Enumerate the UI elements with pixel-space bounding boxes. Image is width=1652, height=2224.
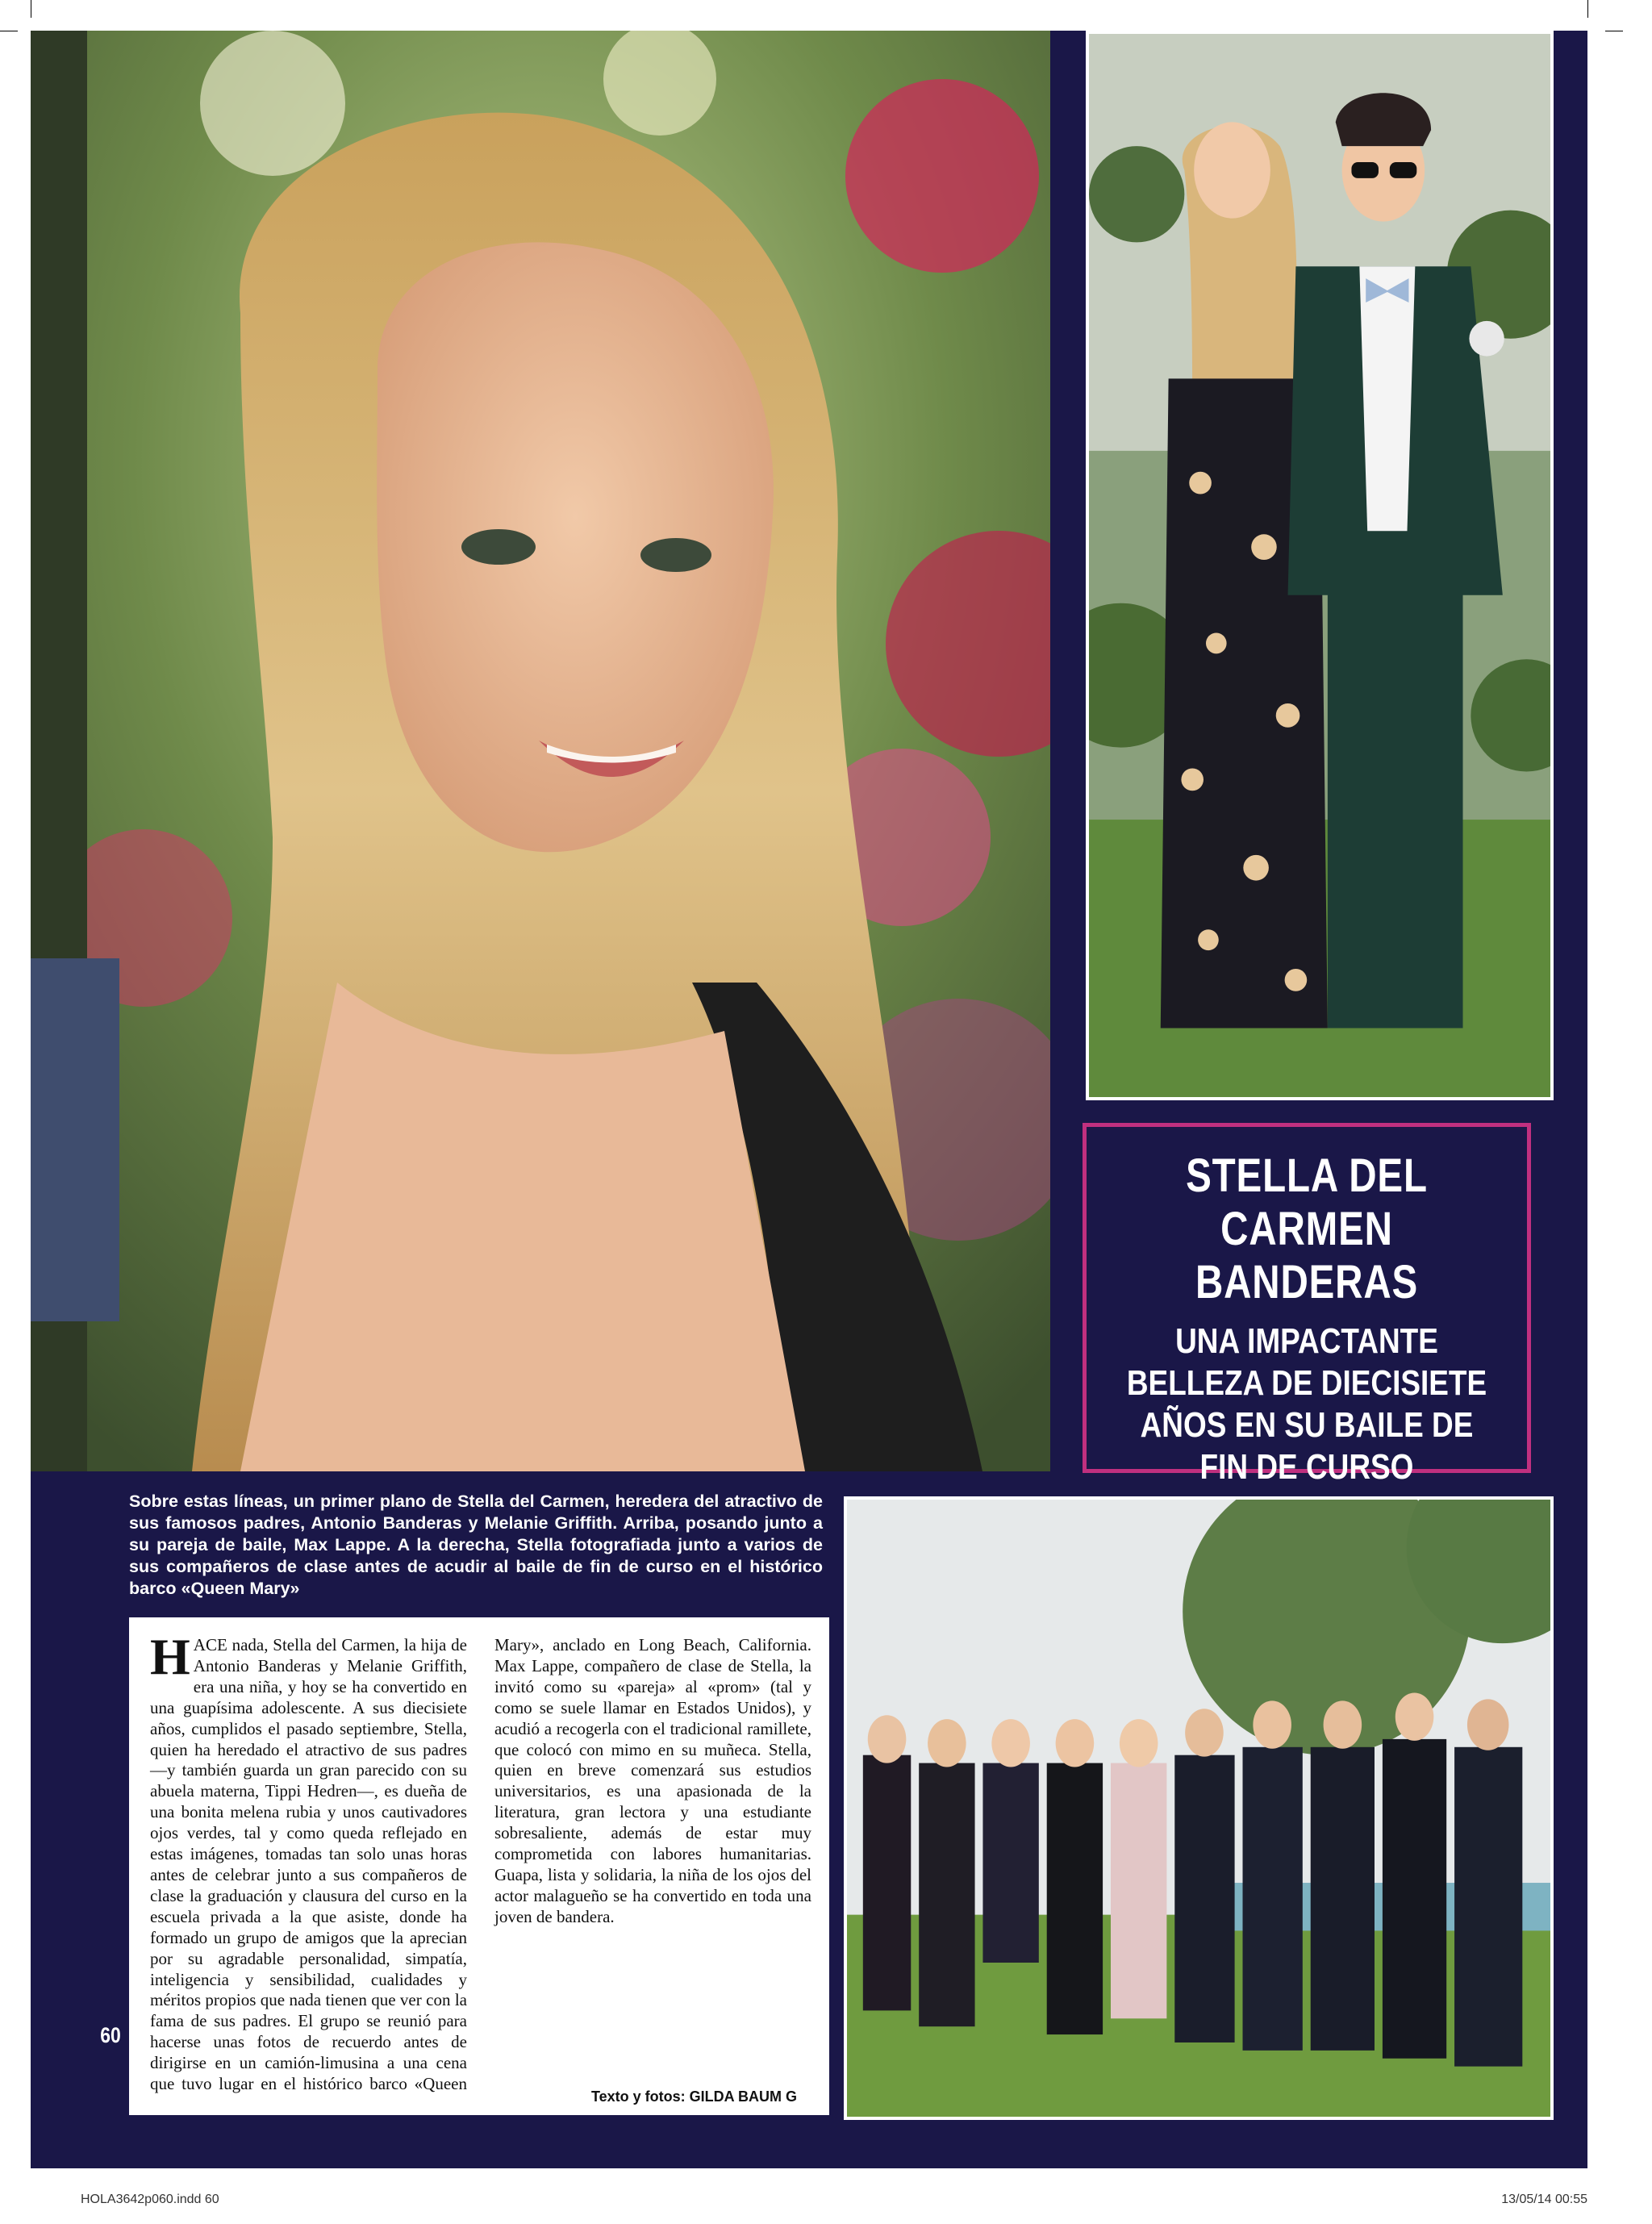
headline-name [1126,1150,1487,1309]
subtitle-line2: BELLEZA DE DIECISIETE [1126,1363,1487,1403]
photo-credit: Texto y fotos: GILDA BAUM G [591,2088,797,2105]
slug-date: 13/05/14 00:55 [1501,2193,1587,2206]
crop-mark [1587,0,1588,18]
headline-name-line1: STELLA DEL [1186,1150,1428,1202]
portrait-photo [31,31,1050,1471]
group-photo [844,1496,1554,2120]
subtitle-line4: FIN DE CURSO [1199,1447,1414,1487]
page-number: 60 [100,2023,121,2047]
couple-photo [1086,31,1554,1100]
headline-box [1083,1123,1531,1487]
dropcap: H [150,1628,190,1685]
subtitle-line1: UNA IMPACTANTE [1175,1321,1438,1361]
slug-filename: HOLA3642p060.indd 60 [81,2193,219,2206]
headline-name-line2: CARMEN BANDERAS [1195,1203,1419,1308]
article-columns [150,1628,811,2095]
article-body: ACE nada, Stella del Carmen, la hija de Antonio Banderas y Melanie Griffith, era una niña, y hoy se ha convertido en una guapísima adolescente. A sus diecisiete años, cumplidos el pasado septiembre, Stella, quien ha heredado el atractivo de sus padres —y también guarda un gran parecido con su abuela materna, Tippi Hedren—, es dueña de una bonita melena rubia y unos cautivadores ojos verdes, tal y como queda reflejado en estas imágenes, tomadas tan solo unas horas antes de celebrar junto a sus compañeros de clase la graduación y clausura del curso en la escuela privada a la que asiste, donde ha formado un grupo de amigos que la aprecian por su agradable personalidad, simpatía, inteligencia y sensibilidad, cualidades y méritos propios que nada tienen que ver con la fama de sus padres. El grupo se reunió para hacerse unas fotos de recuerdo antes de dirigirse en un camión-limusina a una cena que tuvo lugar en el histórico barco «Queen Mary», anclado en Long Beach, California. Max Lappe, compañero de clase de Stella, la invitó como su «pareja» al «prom» (tal y como se suele llamar en Estados Unidos), y acudió a recogerla con el tradicional ramillete, que colocó con mimo en su muñeca. Stella, quien en breve comenzará sus estudios universitarios, es una apasionada de la literatura, gran lectora y una estudiante sobresaliente, además de estar muy comprometida con labores humanitarias. Guapa, lista y solidaria, la niña de los ojos del actor malagueño se ha convertido en toda una joven de bandera. [150,1635,811,2094]
headline-subtitle [1122,1321,1492,1488]
article-box [129,1617,829,2115]
photo-caption: Sobre estas líneas, un primer plano de Stella del Carmen, heredera del atractivo de sus famosos padres, Antonio Banderas y Melanie Griffith. Arriba, posando junto a su pareja de baile, Max Lappe. A la derecha, Stella fotografiada junto a varios de sus compañeros de clase antes de acudir al baile de fin de curso en el histórico barco «Queen Mary» [129,1492,823,1598]
subtitle-line3: AÑOS EN SU BAILE DE [1140,1405,1474,1445]
